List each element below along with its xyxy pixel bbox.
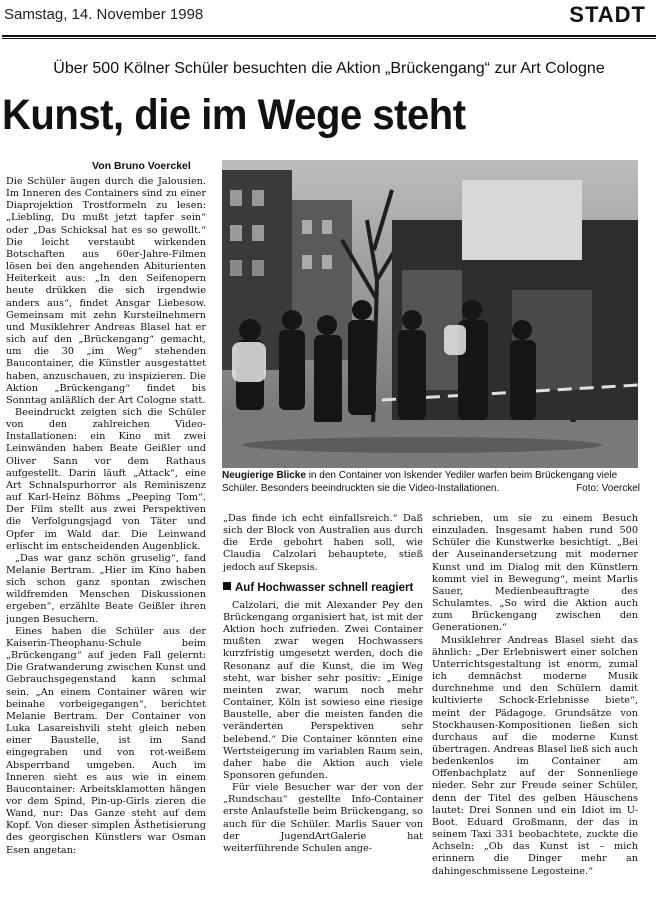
- article-column-2: [223, 513, 423, 911]
- article-column-3: [432, 513, 638, 911]
- square-bullet-icon: [223, 582, 231, 590]
- paragraph: Calzolari, die mit Alexander Pey den Brückengang organisiert hat, ist mit der Aktion hoch zufrieden. Zwei Container mußten zwar wegen Hochwassers kurzfristig umgesetzt werden, doch die Resonanz auf die Kunst, die im Weg steht, war bisher sehr positiv: „Einige meinten zwar, warum noch mehr Container, Köln ist sowieso eine riesige Baustelle, aber die meisten fanden die veränderten Perspektiven sehr belebend.“ Die Container könnten eine Wertsteigerung im variablen Raum sein, daher habe die Aktion auch viele Sponsoren gefunden.: [223, 599, 423, 781]
- paragraph: Beeindruckt zeigten sich die Schüler von den zahlreichen Video-Installationen: ein Kino mit zwei Leinwänden haben Beate Geißler und Oliver Sann vor dem Rathaus aufgestellt. Darin läuft „Attack“, eine Art Schnalspurhorror als Reminiszenz auf Karl-Heinz Böhms „Peeping Tom“. Der Film stellt aus zwei Perspektiven die Verfolgungsjagd von Täter und Opfer im Wald dar. Die Leinwand erlischt im entscheidenden Augenblick.: [6, 406, 206, 552]
- paragraph: „Das war ganz schön gruselig“, fand Melanie Bertram. „Hier im Kino haben sich schon ganz spontan zwischen wildfremden Menschen Diskussionen ergeben“, erzählte Beate Geißler ihren jungen Besuchern.: [6, 552, 206, 625]
- paragraph: Für viele Besucher war der von der „Rundschau“ gestellte Info-Container erste Anlaufstelle beim Brückengang, so auch für die Schüler. Marlis Sauer von der JugendArtGalerie hat weiterführende Schulen ange-: [223, 782, 423, 854]
- article-byline: Von Bruno Voerckel: [92, 160, 191, 172]
- header-rule: [2, 35, 656, 37]
- caption-text: in den Container von Iskender Yediler warfen beim Brückengang viele Schüler. Besonders beeindruckten sie die Video-Installationen.: [222, 470, 618, 494]
- paragraph: schrieben, um sie zu einem Besuch einzuladen. Insgesamt haben rund 500 Schüler die Kunstwerke besichtigt. „Bei der Auseinandersetzung mit moderner Kunst und im Dialog mit den Künstlern kommt viel in Bewegung“, meint Marlis Sauer, Medienbeauftragte des Schulamtes. „So wird die Aktion auch zum Brückengang zwischen den Generationen.“: [432, 513, 638, 634]
- header-rule-thin: [2, 38, 656, 39]
- article-headline: Kunst, die im Wege steht: [2, 91, 466, 139]
- photo-credit: Foto: Voerckel: [576, 482, 640, 494]
- caption-lead: Neugierige Blicke: [222, 470, 306, 481]
- paragraph: „Das finde ich echt einfallsreich.“ Daß sich der Block von Australien aus durch die Erde gebohrt haben soll, wie Claudia Calzolari behauptete, stieß jedoch auf Skepsis.: [223, 513, 423, 573]
- article-kicker: Über 500 Kölner Schüler besuchten die Aktion „Brückengang“ zur Art Cologne: [53, 60, 605, 77]
- article-photo: [222, 160, 638, 468]
- paragraph: Die Schüler äugen durch die Jalousien. Im Inneren des Containers sind zu einer Diaprojektion Trostformeln zu lesen: „Liebling, Du mußt jetzt tapfer sein“ oder „Das Schicksal hat es so gewollt.“ Die leicht verstaubt wirkenden Botschaften aus 60er-Jahre-Filmen lösen bei den angehenden Abiturienten Heiterkeit aus: „In den Seifenopern heute drükken die sich irgendwie anders aus“, findet Ansgar Liebesow. Gemeinsam mit zehn Kursteilnehmern und Musiklehrer Andreas Blasel hat er sich auf den „Brückengang“ gemacht, um die 30 „im Weg“ stehenden Baucontainer, die Künstler ausgestattet haben, anzuschauen, zu inspizieren. Die Aktion „Brückengang“ findet bis Sonntag anläßlich der Art Cologne statt.: [6, 176, 206, 406]
- paragraph: Musiklehrer Andreas Blasel sieht das ähnlich: „Der Erlebniswert einer solchen Unterrichtsgestaltung ist enorm, zumal ich demnächst moderne Musik durchnehme und den Schülern damit kultivierte Schock-Erlebnisse biete“, meint der Pädagoge. Grundsätze von Stockhausen-Kompositionen ließen sich durchaus auf die moderne Kunst übertragen. Andreas Blasel ließ sich auch bedenkenlos im Container am Offenbachplatz auf der Sonnenliege nieder. Sehr zur Freude seiner Schüler, denn der Titel des gelben Häuschens lautet: Drei Sonnen und ein Idiot im U-Boot. Eduard Großmann, der das in seinem Taxi 331 beobachtete, zuckte die Achseln: „Ob das Kunst ist – mich erinnern die Dinger mehr an dahingeschmissene Legosteine.“: [432, 634, 638, 877]
- paragraph: Eines haben die Schüler aus der Kaiserin-Theophanu-Schule beim „Brückengang“ auf jeden Fall gelernt: Die Gratwanderung zwischen Kunst und Gebrauchsgegenstand kann schmal sein. „An einem Container wären wir beinahe vorbeigegangen“, berichtet Melanie Bertram. Der Container von Luka Lasareishvili steht gleich neben einer Baustelle, ist im Sand eingegraben und von rot-weißem Absperrband umgeben. Auch im Inneren sieht es aus wie in einem Baucontainer: Arbeitsklamotten hängen vor dem Spind, Pin-up-Girls zieren die Wand, nur: Das Ganze steht auf dem Kopf. Von dieser simplen Ästhetisierung des georgischen Künstlers war Osman Esen angetan:: [6, 625, 206, 856]
- article-column-1: [6, 176, 206, 912]
- photo-illustration: [222, 160, 638, 468]
- subheading-text: Auf Hochwasser schnell reagiert: [235, 581, 414, 594]
- section-title: STADT: [569, 2, 646, 27]
- issue-date: Samstag, 14. November 1998: [4, 6, 204, 23]
- photo-caption: [222, 470, 640, 495]
- article-subheading: [223, 582, 423, 595]
